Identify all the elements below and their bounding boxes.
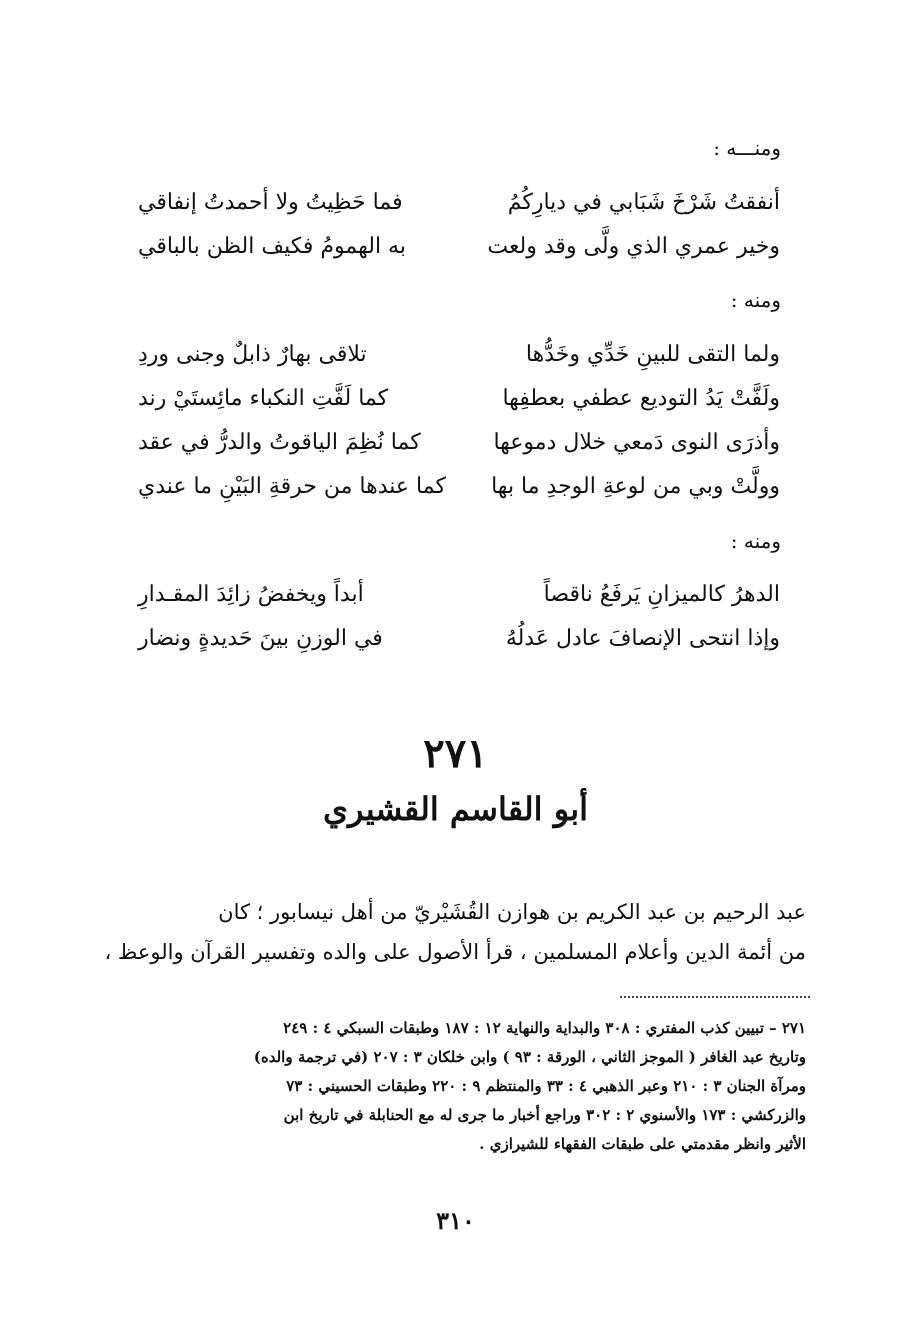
footnote-line: ٢٧١ – تبيين كذب المفتري : ٣٠٨ والبداية والنهاية ١٢ : ١٨٧ وطبقات السبكي ٤ : ٢٤٩ — [283, 1019, 806, 1037]
verse-line — [138, 616, 780, 660]
paragraph-line: عبد الرحيم بن عبد الكريم بن هوازن القُشَيْريّ من أهل نيسابور ؛ كان — [218, 900, 806, 924]
verse-second-hemistich: فما حَظِيتُ ولا أحمدتُ إنفاقي — [138, 189, 403, 215]
verse-first-hemistich: وخير عمري الذي ولَّى وقد ولعت — [487, 233, 780, 259]
footnote-line: الأثير وانظر مقدمتي على طبقات الفقهاء للشيرازي . — [479, 1135, 806, 1153]
verse-first-hemistich: وولَّتْ وبي من لوعةِ الوجدِ ما بها — [491, 473, 780, 499]
verse-first-hemistich: ولَفَّتْ يَدُ التوديع عطفي بعطفِها — [502, 385, 780, 411]
verse-first-hemistich: ولما التقى للبينِ خَدِّي وخَدُّها — [525, 341, 780, 367]
poem-intro: ومنه : — [730, 288, 781, 312]
footnote-line: والزركشي : ١٧٣ والأسنوي ٢ : ٣٠٢ وراجع أخبار ما جرى له مع الحنابلة في تاريخ ابن — [283, 1106, 806, 1124]
verse-line — [138, 376, 780, 420]
verse-second-hemistich: كما عندها من حرقةِ البَيْنِ ما عندي — [138, 473, 446, 499]
section-number: ٢٧١ — [423, 730, 488, 777]
paragraph-line: من أئمة الدين وأعلام المسلمين ، قرأ الأصول على والده وتفسير القرآن والوعظ ، — [104, 940, 806, 964]
footnote-line: ومرآة الجنان ٣ : ٢١٠ وعبر الذهبي ٤ : ٣٣ والمنتظم ٩ : ٢٢٠ وطبقات الحسيني : ٧٣ — [286, 1077, 806, 1095]
verse-second-hemistich: أبداً ويخفضُ زائِدَ المقـدارِ — [138, 581, 364, 607]
verse-line — [138, 572, 780, 616]
verse-line — [138, 180, 780, 224]
section-title: أبو القاسم القشيري — [322, 790, 589, 828]
footnote-separator — [620, 996, 810, 998]
verse-second-hemistich: به الهمومُ فكيف الظن بالباقي — [138, 233, 406, 259]
verse-second-hemistich: في الوزنِ بينَ حَديدةٍ ونضار — [138, 625, 383, 651]
verse-line — [138, 332, 780, 376]
poem-intro: ومنه : — [730, 529, 781, 553]
verse-second-hemistich: كما نُظِمَ الياقوتُ والدرُّ في عقد — [138, 429, 421, 455]
verse-first-hemistich: وإذا انتحى الإنصافَ عادل عَدلُهُ — [505, 625, 780, 651]
verse-second-hemistich: كما لَفَّتِ النكباء مائِستَيْ رند — [138, 385, 389, 411]
footnote-line: وتاريخ عبد الغافر ( الموجز الثاني ، الورقة : ٩٣ ) وابن خلكان ٣ : ٢٠٧ (في ترجمة والده) — [253, 1048, 806, 1066]
verse-line — [138, 464, 780, 508]
verse-line — [138, 420, 780, 464]
verse-line — [138, 224, 780, 268]
poem-intro: ومنـــه : — [713, 136, 781, 160]
biography-paragraph — [100, 892, 806, 972]
footnotes — [100, 1014, 806, 1159]
verse-first-hemistich: أنفقتُ شَرْخَ شَبَابي في ديارِكُمُ — [507, 189, 780, 215]
verse-second-hemistich: تلاقى بهارٌ ذابلٌ وجنى وردِ — [138, 341, 367, 367]
verse-first-hemistich: الدهرُ كالميزانِ يَرفَعُ ناقصاً — [543, 581, 780, 607]
verse-first-hemistich: وأذرَى النوى دَمعي خلال دموعها — [493, 429, 780, 455]
page-number: ٣١٠ — [436, 1206, 475, 1235]
